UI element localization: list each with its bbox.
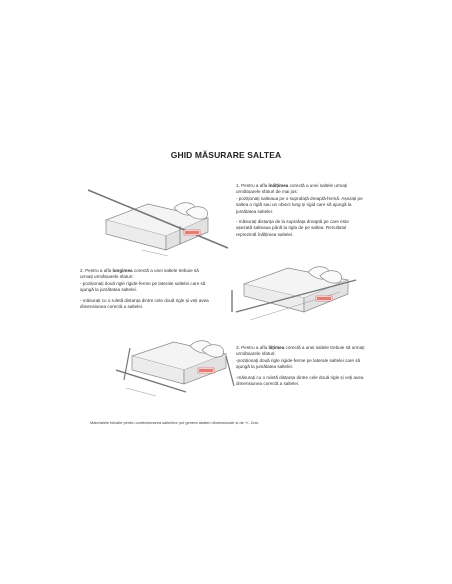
mattress-width-illustration — [116, 326, 236, 402]
length-step-1: - poziționați două rigle rigide-ferme pe laterale saltelei care să ajungă la jumătatea saltelei. — [80, 280, 206, 293]
length-instructions — [80, 268, 210, 314]
width-keyword: lățimea — [268, 345, 285, 350]
height-keyword: înălțimea — [268, 183, 289, 188]
height-lead-pre: 1. Pentru a afla — [236, 183, 269, 188]
length-step-2: - măsurați cu o ruletă distanța dintre cele două rigle și veți avea dimensiunea corectă a saltelei. — [80, 297, 209, 310]
width-step-1: -poziționați două rigle rigide-ferme pe laterale saltelei care să ajungă la jumătatea saltelei. — [236, 357, 361, 370]
width-lead-post: corectă a unei saltele trebuie să urmați următoarele sfaturi: — [236, 345, 365, 357]
height-step-1: - poziționați salteaua pe o suprafață dreaptă-fermă. Așezați pe saltea o riglă sau un obiect lung și rigid care să ajungă la jumătatea saltelei. — [236, 195, 363, 214]
height-step-2: - măsurați distanța de la suprafața dreaptă pe care este așezată salteaua până la rigla de pe saltea. Rezultatul reprezintă înălțimea saltelei. — [236, 219, 349, 237]
length-keyword: lungimea — [112, 268, 133, 273]
width-lead-pre: 3. Pentru a afla — [236, 345, 269, 350]
width-instructions — [236, 345, 366, 391]
length-lead-post: corectă a unei saltele trebuie să urmați următoarele sfaturi: — [80, 268, 199, 280]
height-instructions — [236, 183, 366, 242]
width-step-2: -măsurați cu o ruletă distanța dintre cele două rigle și veți avea dimensiunea corectă a saltelei. — [236, 374, 364, 387]
mattress-height-illustration — [88, 178, 228, 268]
mattress-length-illustration — [230, 250, 360, 328]
page-title: GHID MĂSURARE SALTEA — [170, 150, 282, 160]
footer-note: Materialele folosite pentru confecționarea saltelelor pot genera abateri dimensionale și de +/- 2cm. — [90, 420, 260, 425]
length-lead-pre: 2. Pentru a afla — [80, 268, 113, 273]
height-lead-post: corectă a unei saltele urmați următoarele sfaturi de mai jos: — [236, 183, 348, 195]
